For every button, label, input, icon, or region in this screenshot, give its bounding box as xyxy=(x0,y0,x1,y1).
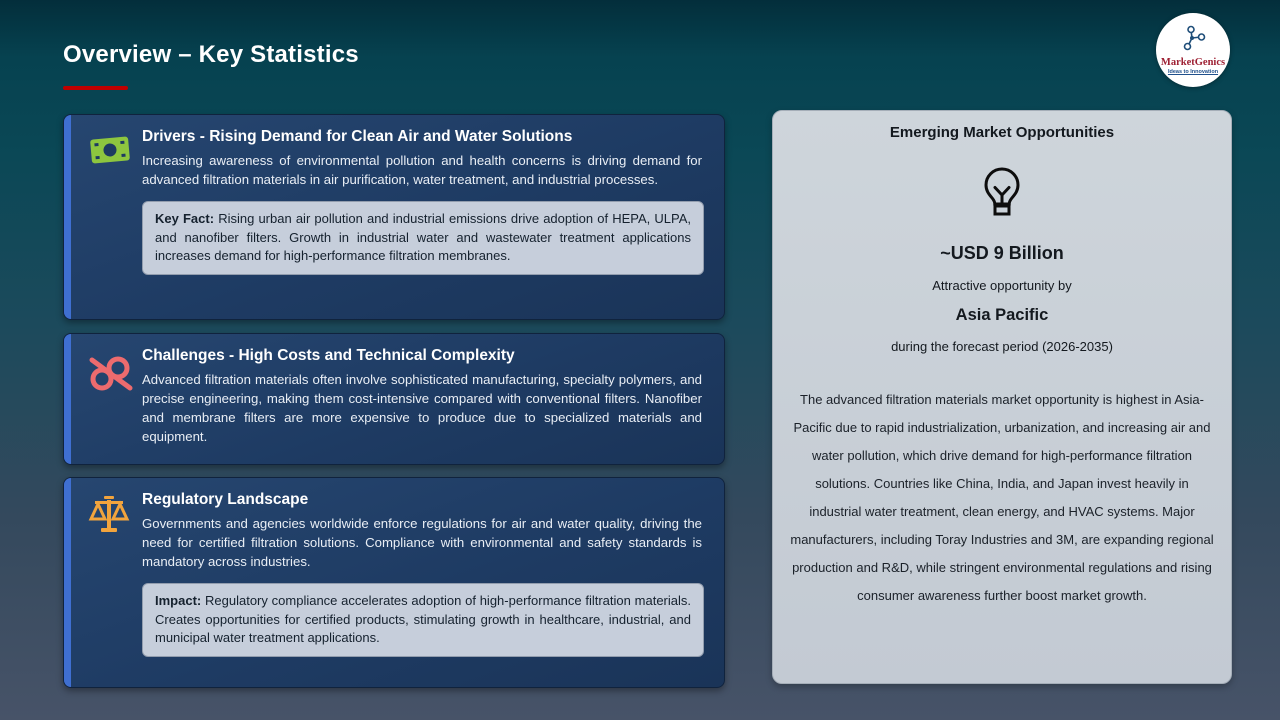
emerging-opportunities-panel xyxy=(772,110,1232,684)
card-challenges-body: Advanced filtration materials often involve sophisticated manufacturing, specialty polymers, and precise engineering, making them cost-intensive compared with conventional filters. Nanofiber and membrane filters are more expensive to produce due to specialized materials and equipment. xyxy=(142,372,702,445)
card-challenges-title: Challenges - High Costs and Technical Complexity xyxy=(142,347,515,364)
card-regulatory-title: Regulatory Landscape xyxy=(142,491,309,508)
opportunity-description: The advanced filtration materials market opportunity is highest in Asia-Pacific due to rapid industrialization, urbanization, and increasing air and water pollution, which drive demand for high-performance filtration solutions. Countries like China, India, and Japan invest heavily in industrial water treatment, clean energy, and HVAC systems. Major manufacturers, including Toray Industries and 3M, are expanding regional production and R&D, while stringent environmental regulations and rising consumer awareness further boost market growth. xyxy=(790,392,1214,603)
opportunity-value: ~USD 9 Billion xyxy=(940,243,1064,263)
opportunity-period: during the forecast period (2026-2035) xyxy=(891,339,1113,354)
logo-brand-text: MarketGenics xyxy=(1160,57,1226,68)
scales-icon xyxy=(87,494,131,541)
card-drivers-title: Drivers - Rising Demand for Clean Air and Water Solutions xyxy=(142,128,573,145)
molecule-icon xyxy=(1179,25,1207,56)
card-drivers-body: Increasing awareness of environmental pollution and health concerns is driving demand for advanced filtration materials in air purification, water treatment, and industrial processes. xyxy=(142,153,702,188)
card-regulatory-body: Governments and agencies worldwide enforce regulations for air and water quality, driving the need for certified filtration solutions. Compliance with environmental and safety standards is mandatory across industries. xyxy=(142,516,702,570)
money-banknote-icon xyxy=(87,131,133,176)
card-challenges xyxy=(63,333,725,465)
key-fact-box xyxy=(142,201,704,274)
logo-tagline-text: Ideas to Innovation xyxy=(1167,69,1219,75)
broken-link-icon xyxy=(87,350,135,401)
lightbulb-icon xyxy=(773,166,1231,223)
title-underline xyxy=(63,86,128,90)
opportunity-lead: Attractive opportunity by xyxy=(932,278,1072,293)
marketgenics-logo xyxy=(1156,13,1230,87)
key-fact-label: Key Fact: xyxy=(155,211,215,227)
card-regulatory xyxy=(63,477,725,688)
impact-label: Impact: xyxy=(155,593,202,609)
opportunities-title: Emerging Market Opportunities xyxy=(889,124,1115,141)
card-drivers xyxy=(63,114,725,320)
page-title: Overview – Key Statistics xyxy=(63,41,359,68)
key-fact-text: Rising urban air pollution and industrial emissions drive adoption of HEPA, ULPA, and nanofiber filters. Growth in industrial water and wastewater treatment applications increases demand for high-performance filtration membranes. xyxy=(155,211,691,264)
impact-box xyxy=(142,583,704,656)
impact-text: Regulatory compliance accelerates adoption of high-performance filtration materials. Creates opportunities for certified products, stimulating growth in healthcare, industrial, and municipal water treatment applications. xyxy=(155,593,691,646)
opportunity-region: Asia Pacific xyxy=(955,306,1049,324)
